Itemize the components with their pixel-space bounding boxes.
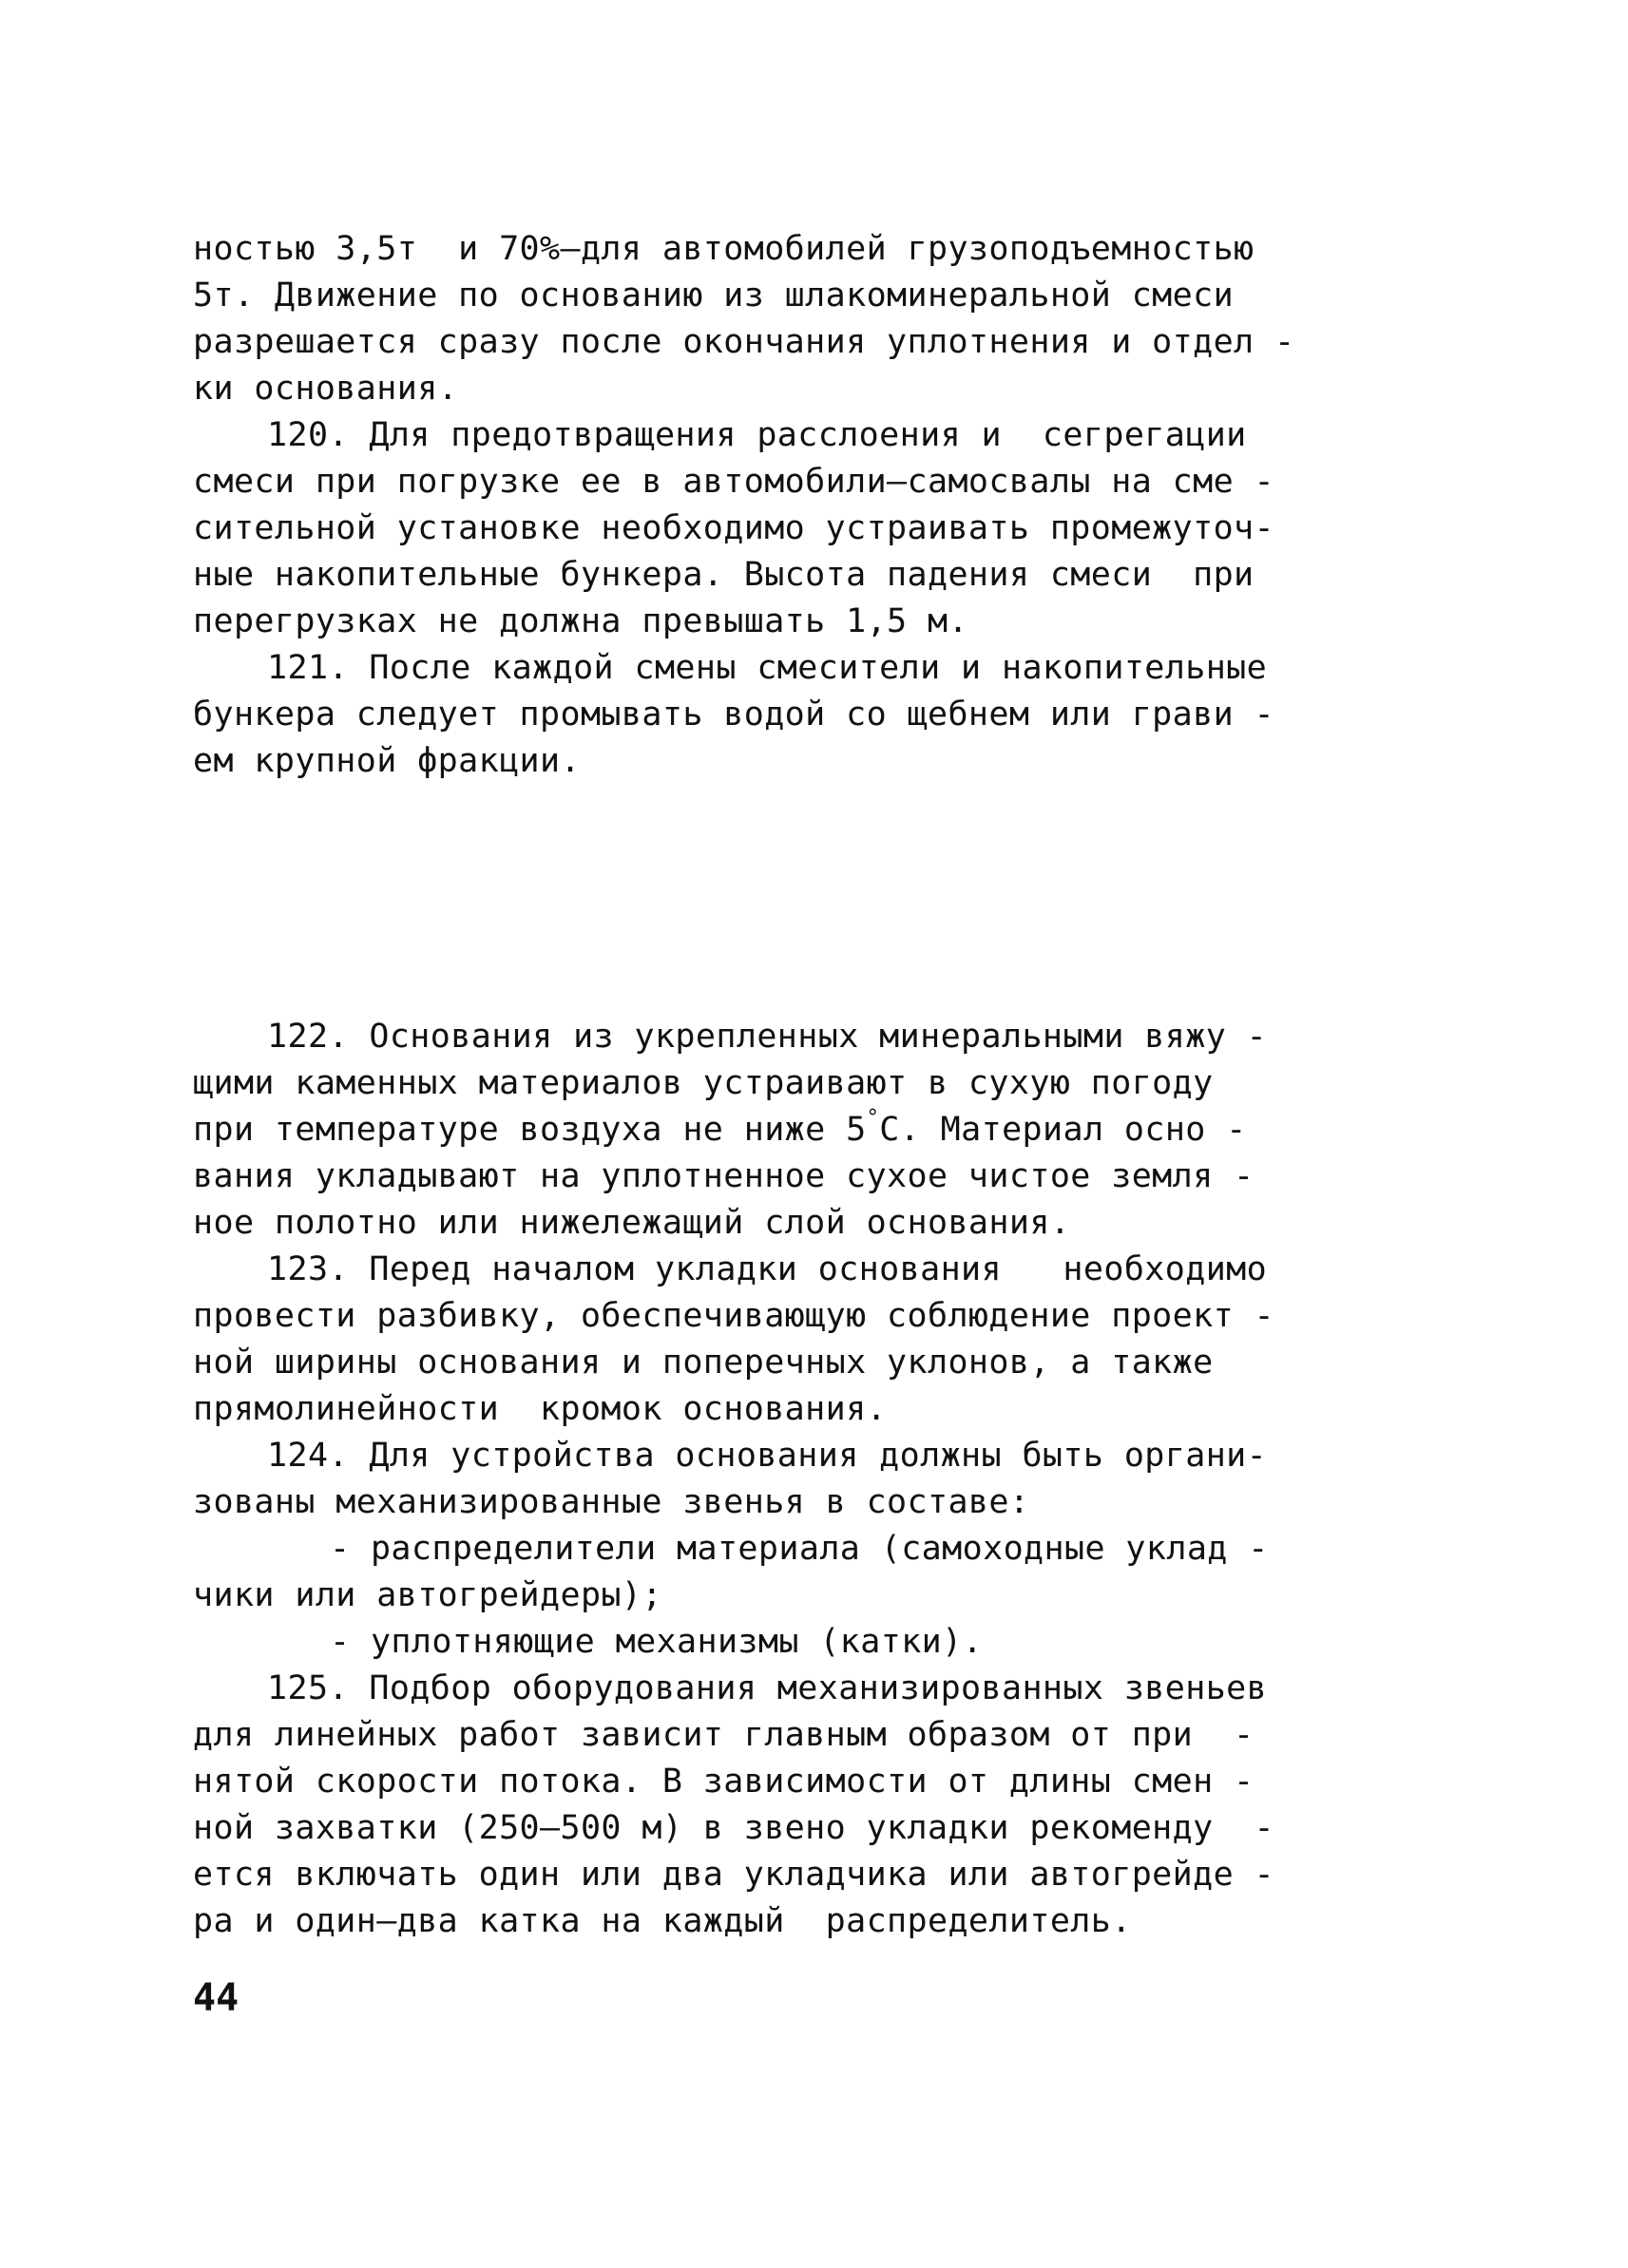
paragraph-125-line: 125. Подбор оборудования механизированных звеньев [267, 1669, 1268, 1707]
paragraph-123-line: 123. Перед началом укладки основания необходимо [267, 1250, 1268, 1288]
degree-sign: ° [866, 1106, 880, 1131]
text-line: ностью 3,5т и 70%–для автомобилей грузоподъемностью [193, 230, 1255, 268]
text-segment: С. Материал осно - [879, 1111, 1247, 1149]
list-item: - распределители материала (самоходные уклад - [330, 1530, 1269, 1568]
paragraph-125-line: нятой скорости потока. В зависимости от длины смен - [193, 1763, 1255, 1801]
paragraph-120-line: сительной установке необходимо устраивать промежуточ- [193, 509, 1275, 547]
text-segment: при температуре воздуха не ниже 5 [193, 1111, 867, 1149]
paragraph-121-line: бункера следует промывать водой со щебнем или грави - [193, 696, 1275, 734]
page-number: 44 [193, 1976, 239, 2020]
paragraph-124-line: 124. Для устройства основания должны быть органи- [267, 1437, 1268, 1475]
paragraph-120-line: смеси при погрузке ее в автомобили–самосвалы на сме - [193, 463, 1275, 501]
paragraph-120-line: ные накопительные бункера. Высота падения смеси при [193, 556, 1255, 594]
paragraph-122-line: щими каменных материалов устраивают в сухую погоду [193, 1064, 1214, 1102]
paragraph-123-line: ной ширины основания и поперечных уклонов, а также [193, 1344, 1214, 1382]
paragraph-125-line: ра и один–два катка на каждый распределитель. [193, 1902, 1132, 1940]
paragraph-122-line: ное полотно или нижележащий слой основания. [193, 1204, 1071, 1242]
list-item-continuation: чики или автогрейдеры); [193, 1576, 662, 1614]
paragraph-123-line: прямолинейности кромок основания. [193, 1390, 888, 1428]
paragraph-121-line: 121. После каждой смены смесители и накопительные [267, 649, 1268, 687]
text-line: ки основания. [193, 370, 459, 408]
paragraph-122-line: вания укладывают на уплотненное сухое чистое земля - [193, 1157, 1255, 1195]
paragraph-122-line: 122. Основания из укрепленных минеральными вяжу - [267, 1018, 1268, 1056]
paragraph-120-line: перегрузках не должна превышать 1,5 м. [193, 602, 968, 640]
paragraph-122-line [193, 1107, 1247, 1153]
paragraph-125-line: ной захватки (250–500 м) в звено укладки рекоменду - [193, 1809, 1275, 1847]
text-line: 5т. Движение по основанию из шлакоминеральной смеси [193, 276, 1235, 314]
paragraph-120-line: 120. Для предотвращения расслоения и сегрегации [267, 416, 1247, 454]
paragraph-125-line: для линейных работ зависит главным образом от при - [193, 1716, 1255, 1754]
paragraph-124-line: зованы механизированные звенья в составе: [193, 1483, 1030, 1521]
paragraph-123-line: провести разбивку, обеспечивающую соблюдение проект - [193, 1297, 1275, 1335]
list-item: - уплотняющие механизмы (катки). [330, 1623, 984, 1661]
text-line: разрешается сразу после окончания уплотнения и отдел - [193, 323, 1295, 361]
paragraph-125-line: ется включать один или два укладчика или автогрейде - [193, 1856, 1275, 1894]
paragraph-121-line: ем крупной фракции. [193, 742, 581, 780]
